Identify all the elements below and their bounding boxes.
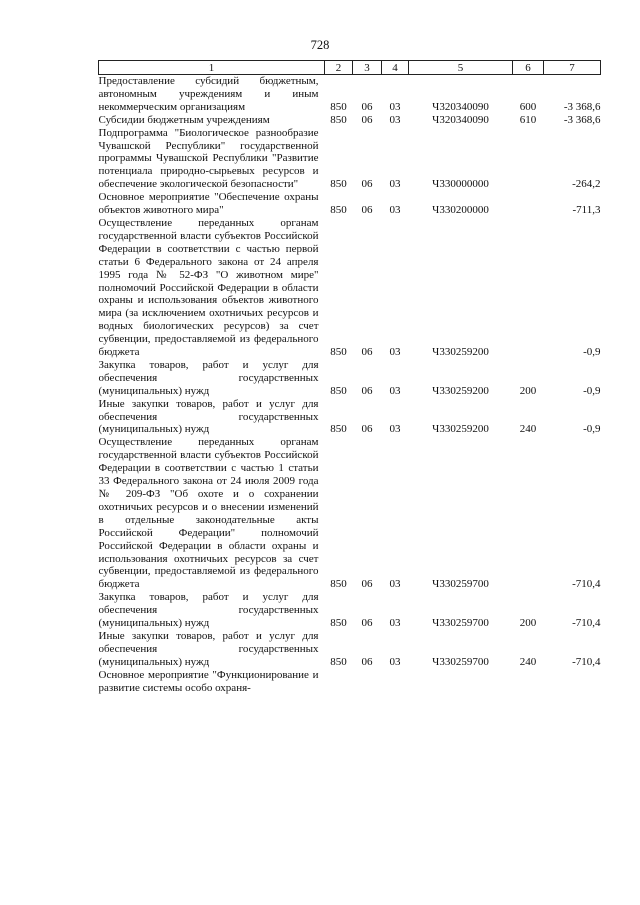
column-header: 3 (353, 61, 382, 75)
table-row (99, 191, 601, 217)
target-article-code: Ч330259200 (432, 384, 489, 397)
expense-type-code: 240 (519, 655, 537, 668)
amount: -3 368,6 (563, 113, 601, 126)
budget-table (98, 60, 601, 695)
section-code: 06 (361, 617, 373, 630)
section-code: 06 (361, 100, 373, 113)
amount: -264,2 (572, 178, 601, 191)
expense-type-code (513, 217, 544, 359)
table-row (99, 591, 601, 630)
ministry-code: 850 (330, 204, 347, 217)
section-code: 06 (361, 204, 373, 217)
table-row (99, 75, 601, 114)
table-row (99, 127, 601, 192)
item-name: Иные закупки товаров, работ и услуг для обеспечения государственных (муниципальных) нужд (98, 629, 319, 668)
amount: -710,4 (572, 578, 601, 591)
expense-type-code: 610 (519, 113, 537, 126)
item-name: Закупка товаров, работ и услуг для обеспечения государственных (муниципальных) нужд (98, 358, 319, 397)
ministry-code: 850 (330, 113, 347, 126)
table-row (99, 669, 601, 695)
column-header: 6 (513, 61, 544, 75)
amount: -0,9 (583, 423, 601, 436)
table-row (99, 436, 601, 591)
ministry-code: 850 (330, 178, 347, 191)
amount: -0,9 (583, 346, 601, 359)
table-row (99, 398, 601, 437)
amount (544, 669, 601, 695)
item-name: Закупка товаров, работ и услуг для обеспечения государственных (муниципальных) нужд (98, 591, 319, 630)
ministry-code: 850 (330, 617, 347, 630)
expense-type-code: 200 (519, 617, 537, 630)
item-name: Иные закупки товаров, работ и услуг для обеспечения государственных (муниципальных) нужд (98, 397, 319, 436)
target-article-code: Ч320340090 (432, 113, 489, 126)
table-header-row (99, 61, 601, 75)
section-code: 06 (361, 578, 373, 591)
section-code: 06 (361, 178, 373, 191)
expense-type-code: 200 (519, 384, 537, 397)
item-name: Подпрограмма "Биологическое разнообразие Чувашской Республики" государственной программы Чувашской Республики "Развитие потенциала природно-сырьевых ресурсов и обеспечение экологической безопасности" (98, 126, 319, 191)
ministry-code: 850 (330, 384, 347, 397)
item-name: Осуществление переданных органам государственной власти субъектов Российской Федерации в соответствии с частью 1 статьи 33 Федерального закона от 24 июля 2009 года № 209-ФЗ "Об охоте и о сохранении охотничьих ресурсов и о внесении изменений в отдельные законодательные акты Российской Федерации" полномочий Российской Федерации в области охраны и использования охотничьих ресурсов за счет субвенции, предоставляемой из федерального бюджета (98, 436, 319, 591)
target-article-code: Ч330259200 (432, 346, 489, 359)
page-number: 728 (310, 38, 330, 52)
column-header: 1 (99, 61, 325, 75)
amount: -0,9 (583, 384, 601, 397)
subsection-code: 03 (389, 100, 401, 113)
table-row (99, 114, 601, 127)
subsection-code: 03 (389, 423, 401, 436)
subsection-code: 03 (389, 204, 401, 217)
subsection-code: 03 (389, 617, 401, 630)
subsection-code: 03 (389, 178, 401, 191)
ministry-code: 850 (330, 578, 347, 591)
expense-type-code (513, 669, 544, 695)
ministry-code: 850 (330, 655, 347, 668)
subsection-code: 03 (389, 346, 401, 359)
expense-type-code: 240 (519, 423, 537, 436)
column-header: 7 (544, 61, 601, 75)
section-code: 06 (361, 346, 373, 359)
subsection-code: 03 (389, 384, 401, 397)
amount: -710,4 (572, 655, 601, 668)
amount: -3 368,6 (563, 100, 601, 113)
target-article-code: Ч320340090 (432, 100, 489, 113)
expense-type-code (513, 127, 544, 192)
target-article-code: Ч330259700 (432, 617, 489, 630)
section-code (353, 669, 382, 695)
section-code: 06 (361, 655, 373, 668)
table-row (99, 630, 601, 669)
ministry-code (325, 669, 353, 695)
target-article-code: Ч330259700 (432, 578, 489, 591)
target-article-code: Ч330259700 (432, 655, 489, 668)
table-row (99, 359, 601, 398)
subsection-code: 03 (389, 578, 401, 591)
section-code: 06 (361, 423, 373, 436)
item-name: Предоставление субсидий бюджетным, автономным учреждениям и иным некоммерческим организациям (98, 75, 319, 113)
ministry-code: 850 (330, 346, 347, 359)
target-article-code: Ч330200000 (432, 204, 489, 217)
column-header: 5 (409, 61, 513, 75)
item-name: Основное мероприятие "Обеспечение охраны объектов животного мира" (98, 191, 319, 217)
section-code: 06 (361, 384, 373, 397)
amount: -710,4 (572, 617, 601, 630)
expense-type-code (513, 191, 544, 217)
expense-type-code: 600 (519, 100, 537, 113)
item-name: Субсидии бюджетным учреждениям (98, 113, 270, 126)
item-name: Основное мероприятие "Функционирование и развитие системы особо охраня- (98, 668, 319, 694)
target-article-code: Ч330259200 (432, 423, 489, 436)
subsection-code: 03 (389, 113, 401, 126)
table-row (99, 217, 601, 359)
column-header: 4 (382, 61, 409, 75)
target-article-code (409, 669, 513, 695)
item-name: Осуществление переданных органам государственной власти субъектов Российской Федерации в соответствии с частью первой статьи 6 Федерального закона от 24 апреля 1995 года № 52-ФЗ "О животном мире" полномочий Российской Федерации в области охраны и использования объектов животного мира (за исключением охотничьих ресурсов и водных биологических ресурсов) за счет субвенции, предоставляемой из федерального бюджета (98, 216, 319, 359)
expense-type-code (513, 436, 544, 591)
amount: -711,3 (572, 204, 601, 217)
subsection-code (382, 669, 409, 695)
section-code: 06 (361, 113, 373, 126)
subsection-code: 03 (389, 655, 401, 668)
column-header: 2 (325, 61, 353, 75)
ministry-code: 850 (330, 100, 347, 113)
target-article-code: Ч330000000 (432, 178, 489, 191)
ministry-code: 850 (330, 423, 347, 436)
